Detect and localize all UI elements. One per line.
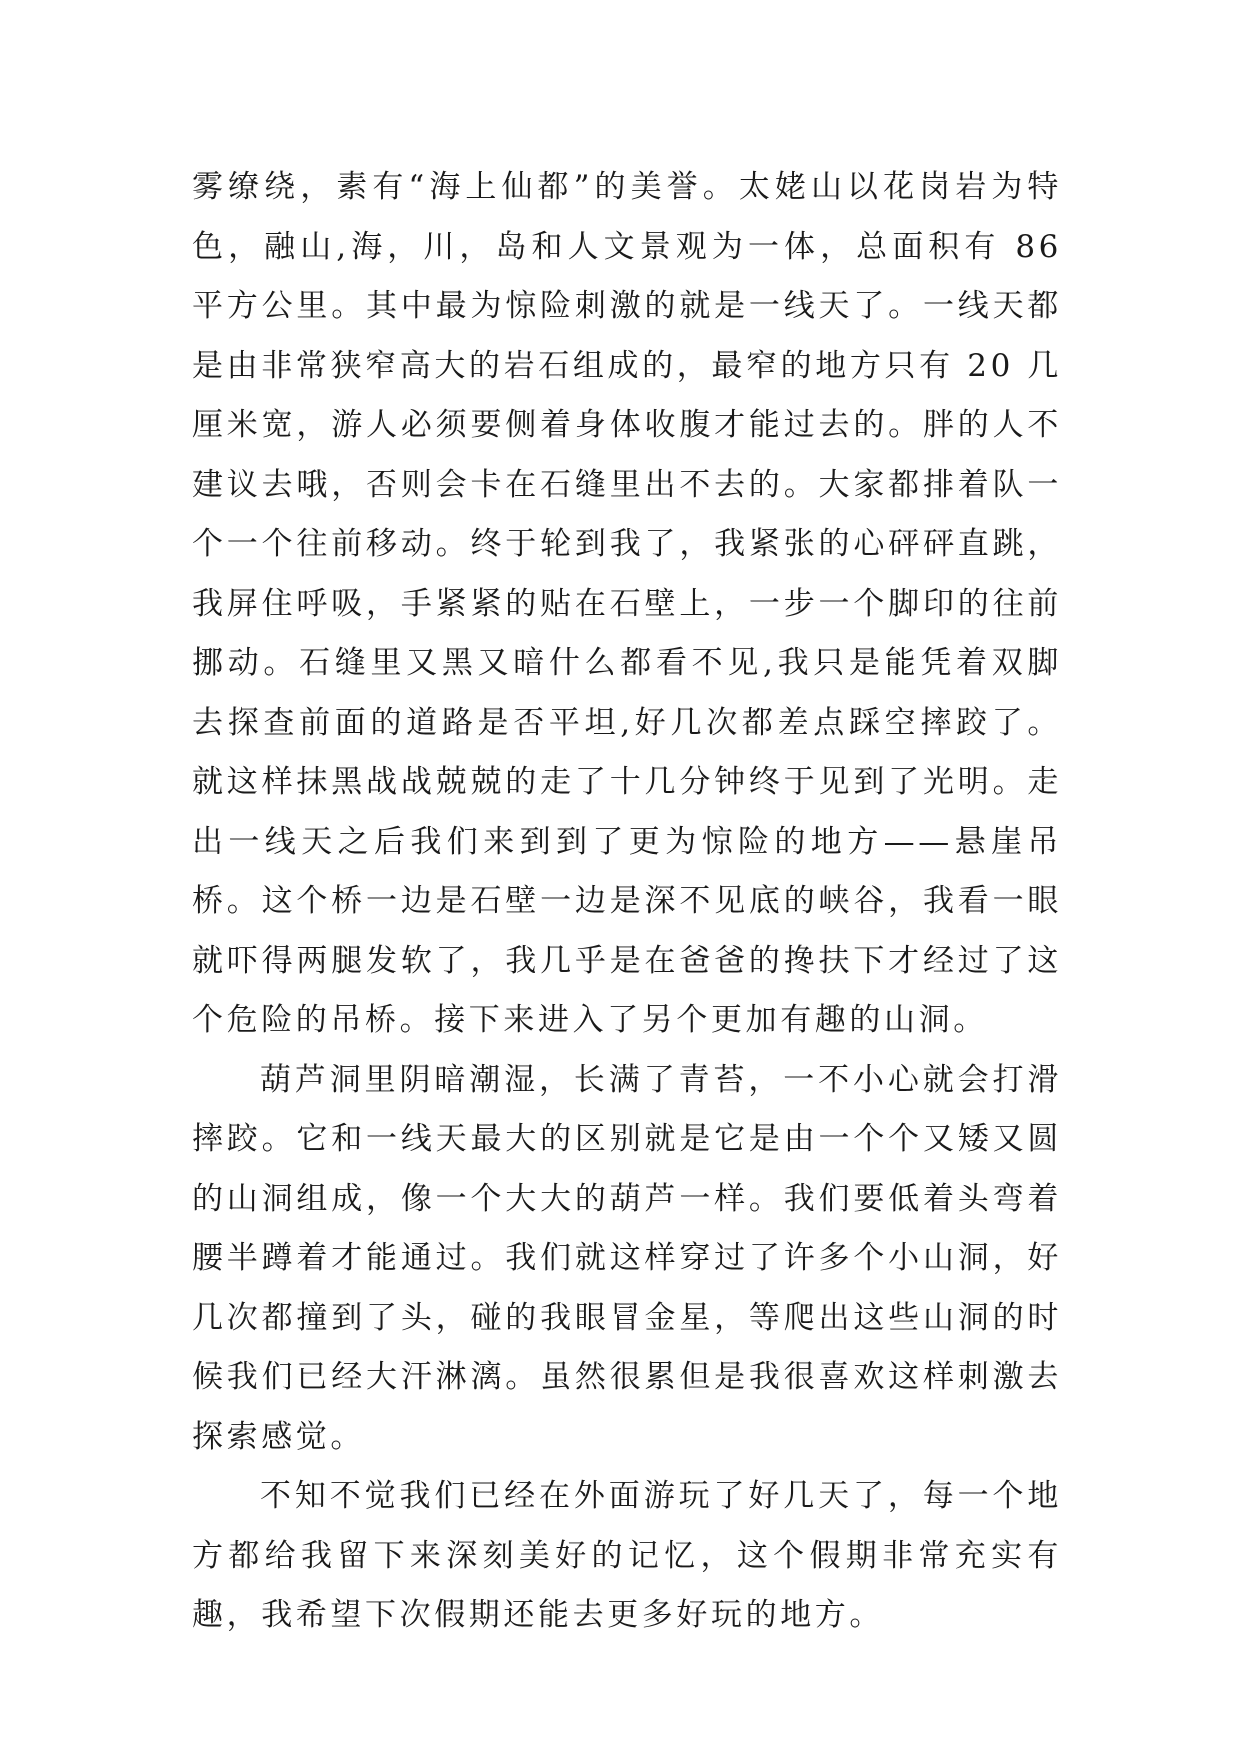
- paragraph-3: 不知不觉我们已经在外面游玩了好几天了，每一个地方都给我留下来深刻美好的记忆，这个假期非常充实有趣，我希望下次假期还能去更多好玩的地方。: [192, 1478, 1062, 1633]
- body-text: [192, 158, 1062, 1646]
- paragraph-1: 雾缭绕，素有“海上仙都”的美誉。太姥山以花岗岩为特色，融山,海，川，岛和人文景观为一体，总面积有 86 平方公里。其中最为惊险刺激的就是一线天了。一线天都是由非常狭窄高大的岩石组成的，最窄的地方只有 20 几厘米宽，游人必须要侧着身体收腹才能过去的。胖的人不建议去哦，否则会卡在石缝里出不去的。大家都排着队一个一个往前移动。终于轮到我了，我紧张的心砰砰直跳，我屏住呼吸，手紧紧的贴在石壁上，一步一个脚印的往前挪动。石缝里又黑又暗什么都看不见,我只是能凭着双脚去探查前面的道路是否平坦,好几次都差点踩空摔跤了。就这样抹黑战战兢兢的走了十几分钟终于见到了光明。走出一线天之后我们来到到了更为惊险的地方——悬崖吊桥。这个桥一边是石壁一边是深不见底的峡谷，我看一眼就吓得两腿发软了，我几乎是在爸爸的搀扶下才经过了这个危险的吊桥。接下来进入了另个更加有趣的山洞。: [192, 169, 1062, 1038]
- paragraph-2: 葫芦洞里阴暗潮湿，长满了青苔，一不小心就会打滑摔跤。它和一线天最大的区别就是它是由一个个又矮又圆的山洞组成，像一个大大的葫芦一样。我们要低着头弯着腰半蹲着才能通过。我们就这样穿过了许多个小山洞，好几次都撞到了头，碰的我眼冒金星，等爬出这些山洞的时候我们已经大汗淋漓。虽然很累但是我很喜欢这样刺激去探索感觉。: [192, 1061, 1062, 1455]
